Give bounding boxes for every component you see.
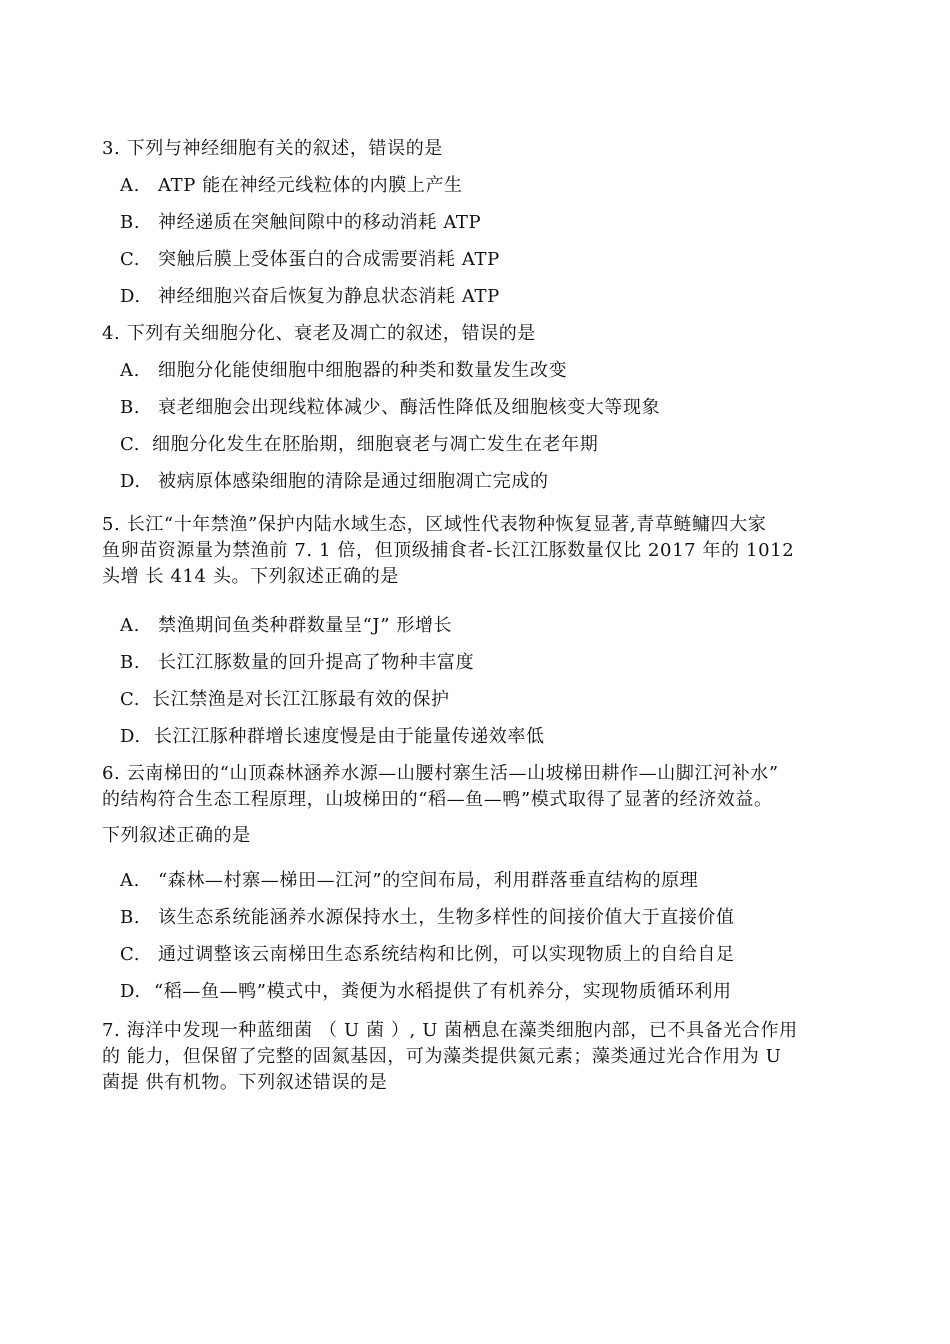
option-letter: D. (120, 981, 141, 1002)
option-text: 神经递质在突触间隙中的移动消耗 ATP (158, 212, 482, 233)
option-text: 突触后膜上受体蛋白的合成需要消耗 ATP (158, 249, 500, 270)
question-3-option-a (102, 173, 463, 199)
question-6-stem (102, 761, 779, 849)
option-letter: B. (120, 212, 141, 233)
option-text: 通过调整该云南梯田生态系统结构和比例，可以实现物质上的自给自足 (158, 944, 735, 965)
option-text: 长江禁渔是对长江江豚最有效的保护 (152, 689, 450, 710)
question-3-stem (102, 136, 443, 162)
option-letter: C. (120, 689, 141, 710)
option-text: “稻—鱼—鸭”模式中，粪便为水稻提供了有机养分，实现物质循环利用 (154, 981, 732, 1002)
option-text: 禁渔期间鱼类种群数量呈“J” 形增长 (158, 615, 453, 636)
option-letter: B. (120, 397, 141, 418)
option-text: 该生态系统能涵养水源保持水土，生物多样性的间接价值大于直接价值 (158, 907, 735, 928)
option-text: 被病原体感染细胞的清除是通过细胞凋亡完成的 (158, 471, 549, 492)
question-5-stem-line-1: 5. 长江“十年禁渔”保护内陆水域生态，区域性代表物种恢复显著,青草鲢鳙四大家 (102, 514, 767, 535)
question-5-option-d (102, 724, 545, 750)
question-3-option-d (102, 284, 500, 310)
option-letter: A. (120, 175, 140, 196)
question-4-stem-line: 4. 下列有关细胞分化、衰老及凋亡的叙述，错误的是 (102, 323, 536, 344)
question-6-stem-line-3: 下列叙述正确的是 (102, 825, 251, 846)
question-4-option-b (102, 395, 660, 421)
option-letter: B. (120, 652, 141, 673)
option-letter: D. (120, 471, 141, 492)
option-letter: D. (120, 726, 141, 747)
question-4-option-c (102, 432, 598, 458)
option-letter: A. (120, 615, 140, 636)
option-letter: B. (120, 907, 141, 928)
question-5-option-c (102, 687, 450, 713)
question-6-option-c (102, 942, 735, 968)
question-4-option-a (102, 358, 567, 384)
option-text: 细胞分化能使细胞中细胞器的种类和数量发生改变 (158, 360, 568, 381)
question-3 (102, 136, 443, 162)
option-text: 衰老细胞会出现线粒体减少、酶活性降低及细胞核变大等现象 (158, 397, 661, 418)
question-4-stem (102, 321, 536, 347)
question-3-option-c (102, 247, 500, 273)
option-text: “森林—村寨—梯田—江河”的空间布局，利用群落垂直结构的原理 (158, 870, 699, 891)
question-3-stem-line: 3. 下列与神经细胞有关的叙述，错误的是 (102, 138, 443, 159)
option-text: ATP 能在神经元线粒体的内膜上产生 (158, 175, 463, 196)
question-6-stem-line-1: 6. 云南梯田的“山顶森林涵养水源—山腰村寨生活—山坡梯田耕作—山脚江河补水” (102, 763, 779, 784)
question-5-option-b (102, 650, 474, 676)
option-text: 细胞分化发生在胚胎期，细胞衰老与凋亡发生在老年期 (152, 434, 599, 455)
option-text: 神经细胞兴奋后恢复为静息状态消耗 ATP (158, 286, 500, 307)
option-letter: C. (120, 434, 141, 455)
option-letter: A. (120, 360, 140, 381)
question-5-stem-line-2: 鱼卵苗资源量为禁渔前 7. 1 倍，但顶级捕食者-长江江豚数量仅比 2017 年的 1012 (102, 540, 795, 561)
question-3-option-b (102, 210, 481, 236)
option-text: 长江江豚种群增长速度慢是由于能量传递效率低 (154, 726, 545, 747)
option-letter: C. (120, 249, 141, 270)
question-4-option-d (102, 469, 549, 495)
question-7-stem-line-2: 的 能力，但保留了完整的固氮基因，可为藻类提供氮元素；藻类通过光合作用为 U (102, 1046, 782, 1067)
question-5-option-a (102, 613, 452, 639)
option-letter: A. (120, 870, 140, 891)
option-letter: D. (120, 286, 141, 307)
question-5-stem-line-3: 头增 长 414 头。下列叙述正确的是 (102, 566, 399, 587)
question-6-option-a (102, 868, 698, 894)
question-7-stem-line-3: 菌提 供有机物。下列叙述错误的是 (102, 1072, 388, 1093)
question-6-option-d (102, 979, 732, 1005)
option-letter: C. (120, 944, 141, 965)
question-7-stem (102, 1018, 798, 1096)
question-6-option-b (102, 905, 735, 931)
question-7-stem-line-1: 7. 海洋中发现一种蓝细菌 （ U 菌 ）, U 菌栖息在藻类细胞内部，已不具备光合作用 (102, 1020, 798, 1041)
question-6-stem-line-2: 的结构符合生态工程原理，山坡梯田的“稻—鱼—鸭”模式取得了显著的经济效益。 (102, 789, 773, 810)
question-5-stem (102, 512, 794, 590)
option-text: 长江江豚数量的回升提高了物种丰富度 (158, 652, 475, 673)
